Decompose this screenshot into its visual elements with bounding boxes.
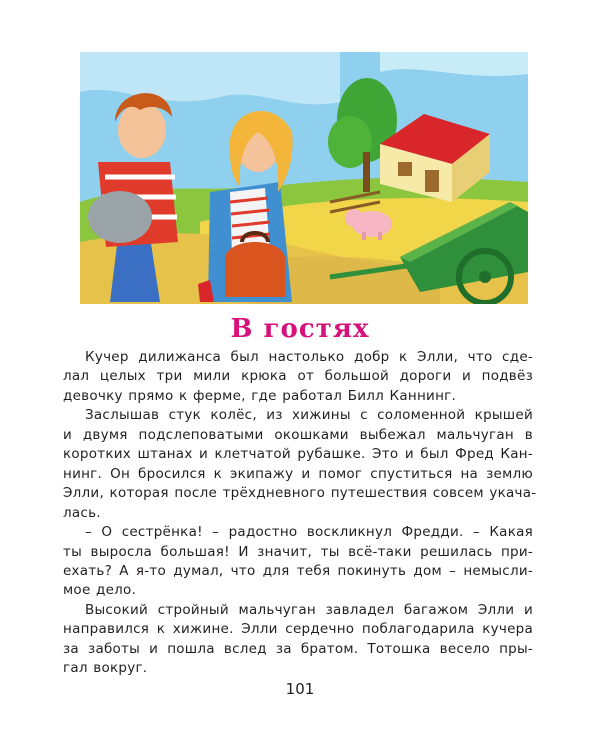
text-line: Кучер дилижанса был настолько добр к Элли, что сде-: [85, 349, 533, 365]
text-line: нинг. Он бросился к экипажу и помог спуститься на землю: [63, 465, 533, 482]
chapter-illustration: [80, 52, 528, 304]
text-line: Заслышав стук колёс, из хижины с соломенной крышей: [85, 407, 533, 424]
paragraph: [63, 406, 537, 523]
text-line: Высокий стройный мальчуган завладел багажом Элли и: [85, 601, 533, 618]
house-door: [425, 170, 439, 192]
text-line: за заботы и пошла вслед за братом. Тотошка весело пры-: [63, 640, 533, 657]
text-line: направился к хижине. Элли сердечно поблагодарила кучера: [63, 621, 533, 638]
text-line: гал вокруг.: [63, 660, 148, 677]
paragraph: [63, 601, 533, 679]
tree-trunk: [363, 152, 370, 192]
chapter-text: [63, 348, 537, 679]
text-line: лась.: [63, 504, 101, 521]
text-line: лал целых три мили крюка от большой дороги и подвёз: [63, 368, 533, 385]
text-line: Элли, которая после трёхдневного путешествия совсем укача-: [63, 485, 537, 502]
text-line: мое дело.: [63, 582, 137, 599]
text-line: и двумя подслеповатыми окошками выбежал мальчуган в: [63, 426, 533, 443]
pig-head: [345, 209, 363, 227]
page-number: 101: [285, 680, 315, 698]
text-line: ехать? А я-то думал, что для тебя покинуть дом – немысли-: [63, 562, 533, 579]
suitcase: [225, 242, 285, 297]
pig-leg: [378, 232, 382, 240]
paragraph: [63, 348, 533, 406]
wagon-hub: [479, 271, 491, 283]
house-window: [398, 162, 412, 176]
boy-face: [118, 102, 166, 158]
pig-leg: [362, 232, 366, 240]
text-line: – О сестрёнка! – радостно воскликнул Фредди. – Какая: [85, 524, 533, 541]
text-line: коротких штанах и клетчатой рубашке. Это и был Фред Кан-: [63, 446, 533, 463]
paragraph: [63, 523, 533, 601]
sack: [88, 191, 152, 243]
chapter-title: В гостях: [230, 314, 370, 344]
text-line: ты выросла большая! И значит, ты всё-таки решилась при-: [63, 543, 533, 560]
illustration-scene: [80, 52, 528, 304]
text-line: девочку прямо к ферме, где работал Билл Каннинг.: [63, 387, 457, 404]
